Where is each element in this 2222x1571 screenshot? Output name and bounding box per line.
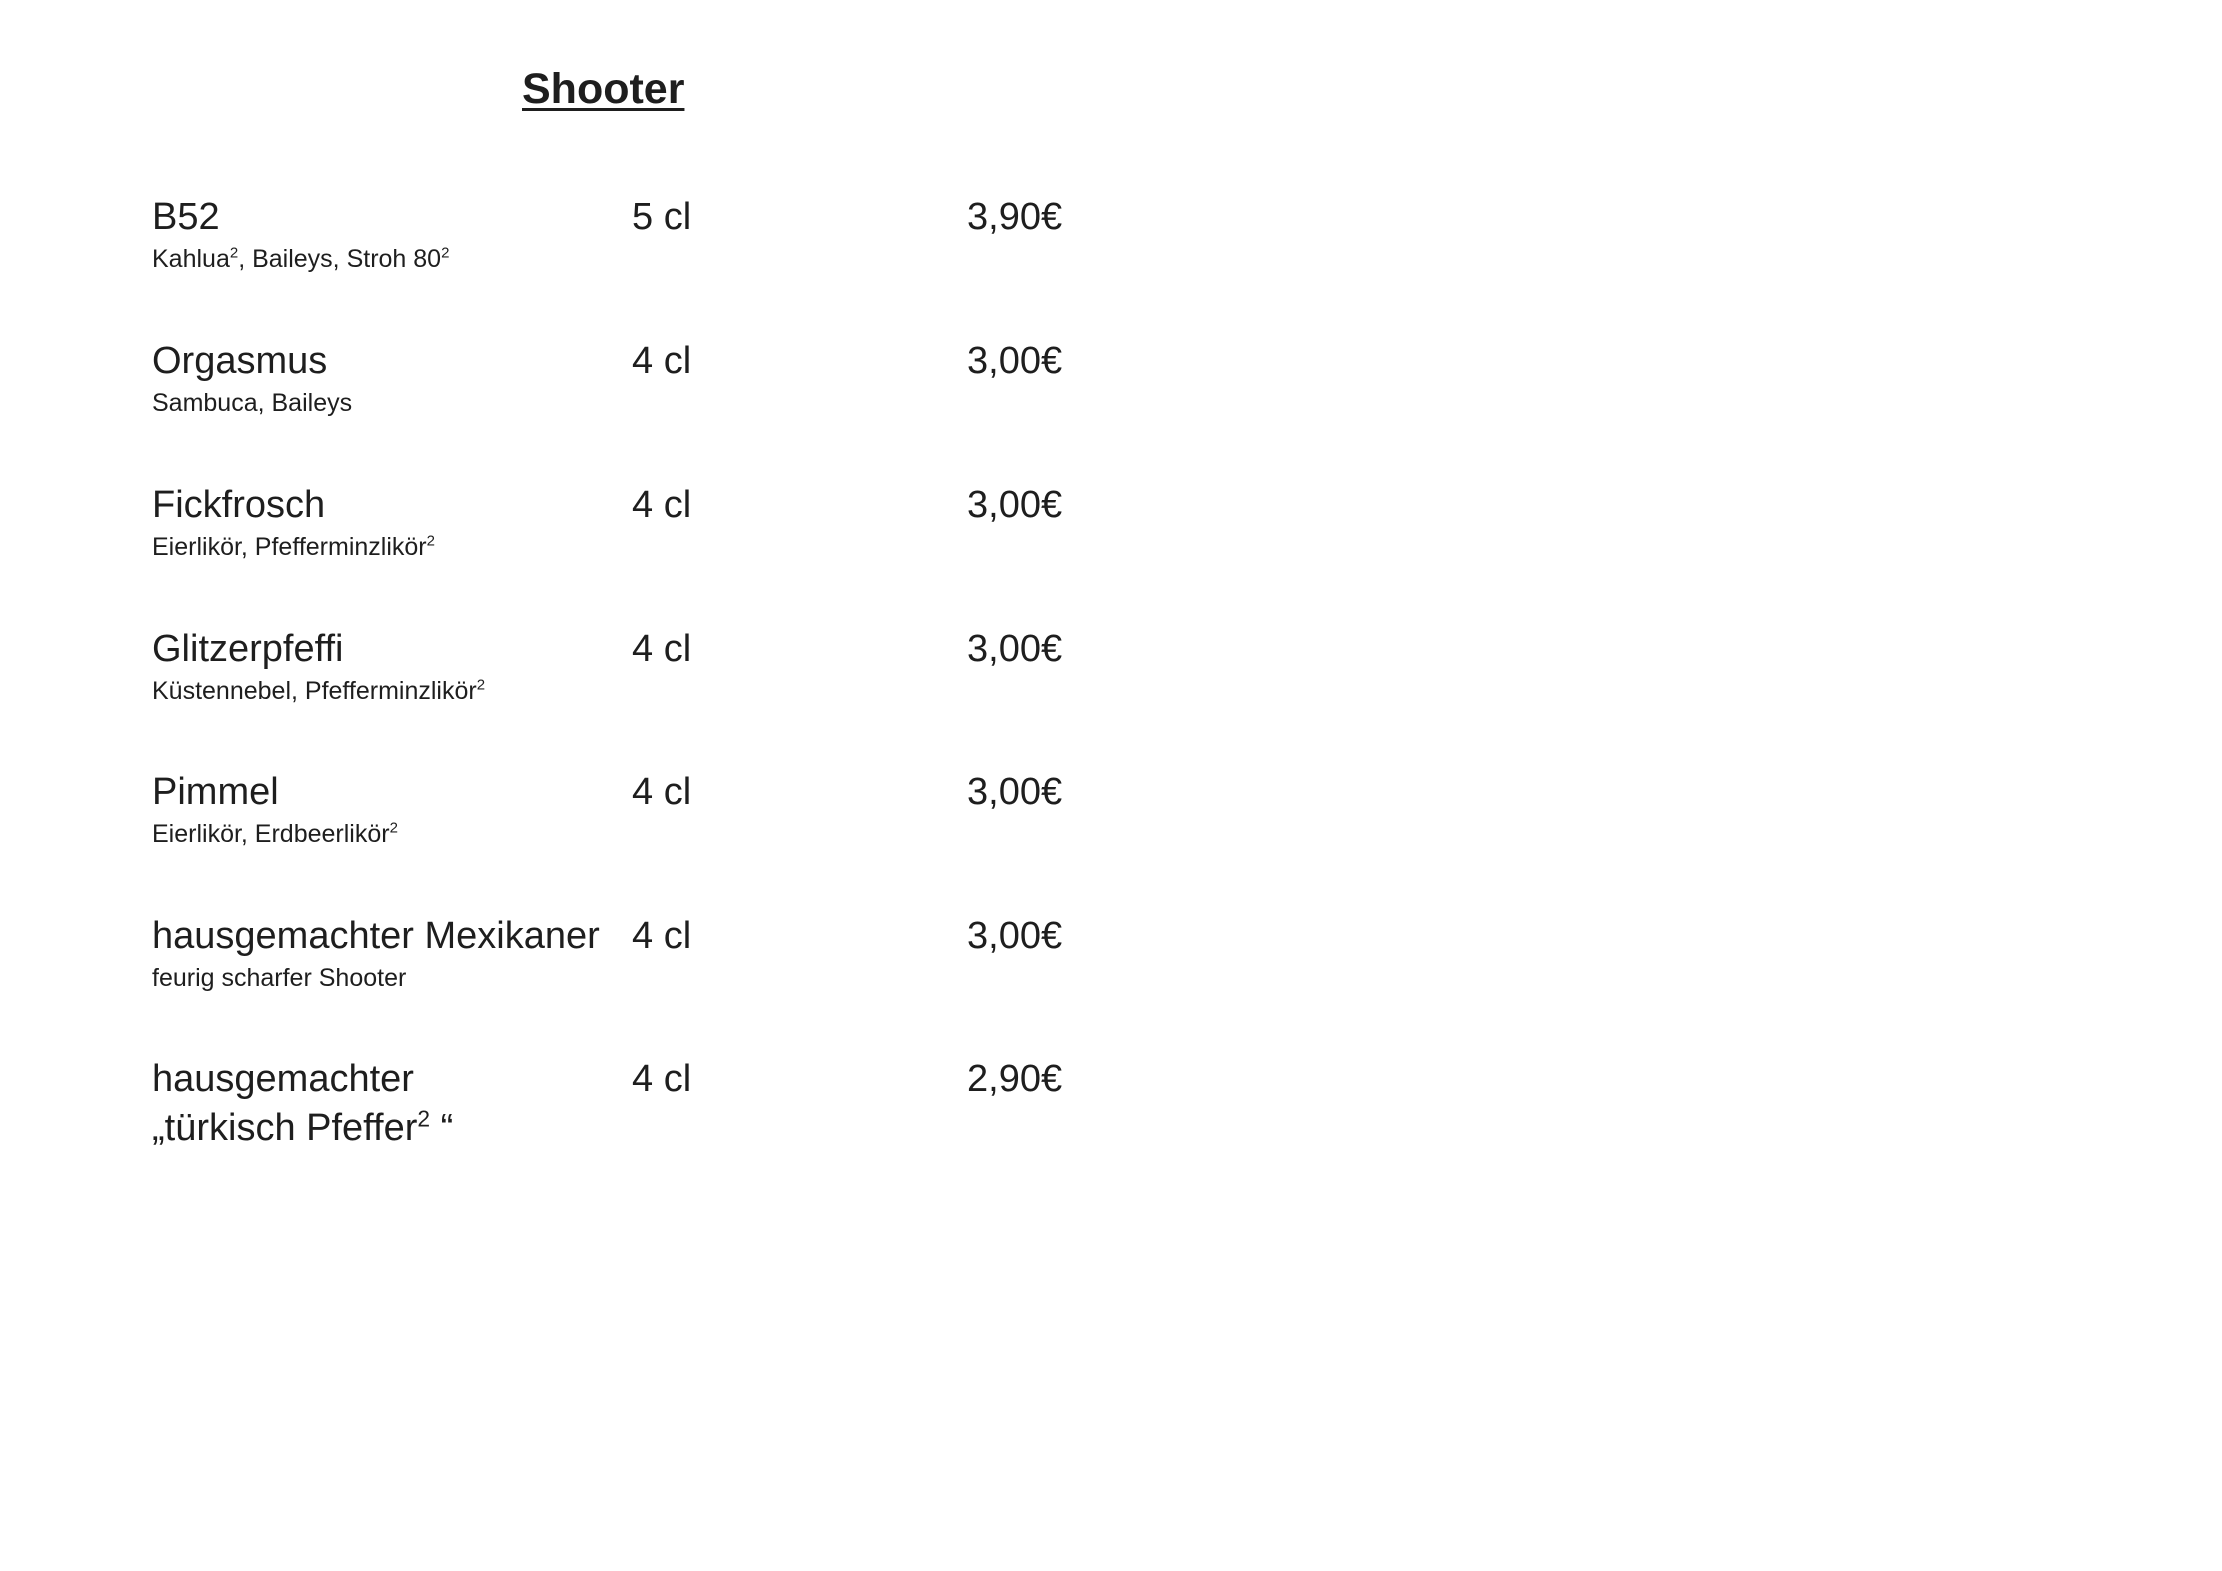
item-price: 3,00€ [967, 340, 1063, 382]
item-volume: 4 cl [632, 1058, 692, 1100]
item-volume: 4 cl [632, 628, 692, 670]
item-name-line-2: „türkisch Pfeffer$^2$ “ [152, 1105, 454, 1150]
item-volume: 4 cl [632, 771, 692, 813]
item-description: Sambuca, Baileys [152, 389, 353, 417]
item-name: Glitzerpfeffi [152, 628, 344, 670]
item-description: Eierlikör, Pfefferminzlikör$^2$ [152, 532, 435, 561]
item-price: 3,90€ [967, 196, 1063, 238]
item-description: Kahlua$^2$, Baileys, Stroh $80^2$ [152, 244, 450, 273]
item-name-line-1: hausgemachter [152, 1058, 414, 1100]
item-name [152, 1055, 453, 1154]
page-title: Shooter [522, 65, 685, 113]
item-name: hausgemachter Mexikaner [152, 915, 600, 957]
item-price: 3,00€ [967, 915, 1063, 957]
item-description: feurig scharfer Shooter [152, 964, 407, 992]
item-price: 3,00€ [967, 628, 1063, 670]
item-price: 3,00€ [967, 771, 1063, 813]
item-volume: 4 cl [632, 340, 692, 382]
item-volume: 4 cl [632, 484, 692, 526]
item-description: Eierlikör, Erdbeerlikör$^2$ [152, 819, 398, 848]
item-name: B52 [152, 196, 220, 238]
item-price: 3,00€ [967, 484, 1063, 526]
item-name: Fickfrosch [152, 484, 326, 526]
item-price: 2,90€ [967, 1058, 1063, 1100]
item-description: Küstennebel, Pfefferminzlikör$^2$ [152, 676, 486, 705]
item-name: Orgasmus [152, 340, 328, 382]
item-volume: 5 cl [632, 196, 692, 238]
item-volume: 4 cl [632, 915, 692, 957]
item-name: Pimmel [152, 771, 279, 813]
